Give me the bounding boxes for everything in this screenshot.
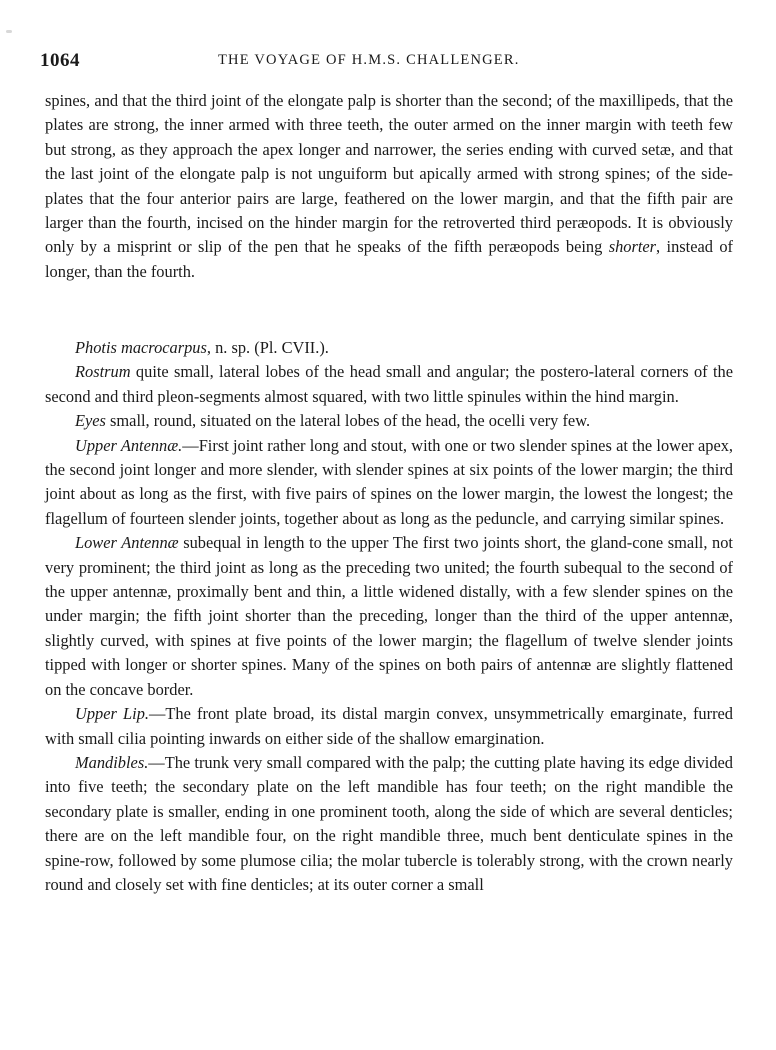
species-heading [45,336,733,360]
paragraph-text: small, round, situated on the lateral lobes of the head, the ocelli very few. [105,411,591,431]
paragraph-lead: Mandibles. [75,752,149,772]
paragraph-text: —The front plate broad, its distal margin convex, unsymmetrically emarginate, furred with small cilia pointing inwards on either side of the shallow emargination. [45,704,733,748]
paragraph-rostrum [45,360,733,409]
continued-paragraph [45,89,733,284]
species-description [45,336,733,897]
paragraph-upper-antennae [45,434,733,532]
continued-paragraph-block [45,89,733,284]
species-name: Photis macrocarpus [75,338,207,357]
paragraph-mandibles [45,751,733,897]
paragraph-lead: Upper Lip. [75,704,150,724]
paragraph-lead: Upper Antennæ. [75,435,183,455]
paragraph-lead: Eyes [75,411,106,431]
paragraph-lead: Rostrum [75,362,131,382]
paragraph-lower-antennae [45,531,733,702]
paragraph-text: —The trunk very small compared with the palp; the cutting plate having its edge divided into five teeth; the secondary plate on the left mandible has four teeth; on the right mandible the secondary plate is smaller, ending in one prominent tooth, along the side of which are several denticles; there are on the left mandible four, on the right mandible three, much bent denticulate spines in the spine-row, followed by some plumose cilia; the molar tubercle is tolerably strong, with the crown nearly round and closely set with fine denticles; at its outer corner a small [45,752,733,894]
paragraph-upper-lip [45,702,733,751]
page-number: 1064 [40,50,80,71]
scan-speck [6,30,12,33]
paragraph-lead: Lower Antennæ [75,533,179,553]
species-suffix: , n. sp. (Pl. CVII.). [206,338,329,357]
continued-text-1: spines, and that the third joint of the elongate palp is shorter than the second; of the maxillipeds, that the plates are strong, the inner armed with three teeth, the outer armed on the inner margin with teeth few but strong, as they approach the apex longer and narrower, the series ending with curved setæ, and that the last joint of the elongate palp is not unguiform but apically armed with strong spines; of the side-plates that the four anterior pairs are large, feathered on the lower margin, and that the fifth pair are larger than the fourth, incised on the hinder margin for the retroverted third peræopods. It is obviously only by a misprint or slip of the pen that he speaks of the fifth peræopods being [45,91,733,257]
paragraph-text: —First joint rather long and stout, with one or two slender spines at the lower apex, the second joint longer and more slender, with slender spines at six points of the lower margin; the third joint about as long as the first, with five pairs of spines on the lower margin, the lowest the longest; the flagellum of fourteen slender joints, together about as long as the peduncle, and carrying similar spines. [45,435,734,528]
running-title: THE VOYAGE OF H.M.S. CHALLENGER. [218,52,520,68]
continued-text-2: , instead of longer, than the fourth. [45,237,733,281]
continued-emphasis: shorter [608,237,657,257]
paragraph-text: quite small, lateral lobes of the head small and angular; the postero-lateral corners of the second and third pleon-segments almost squared, with two little spinules within the hind margin. [45,362,733,406]
paragraph-text: subequal in length to the upper The first two joints short, the gland-cone small, not very prominent; the third joint as long as the preceding two united; the fourth subequal to the second of the upper antennæ, proximally bent and thin, a little widened distally, with a few slender spines on the under margin; the fifth joint shorter than the preceding, longer than the third of the upper antennæ, slightly curved, with spines at five points of the lower margin; the flagellum of twelve slender joints tipped with longer or shorter spines. Many of the spines on both pairs of antennæ are slightly flattened on the concave border. [45,533,733,699]
paragraph-eyes [45,409,733,433]
